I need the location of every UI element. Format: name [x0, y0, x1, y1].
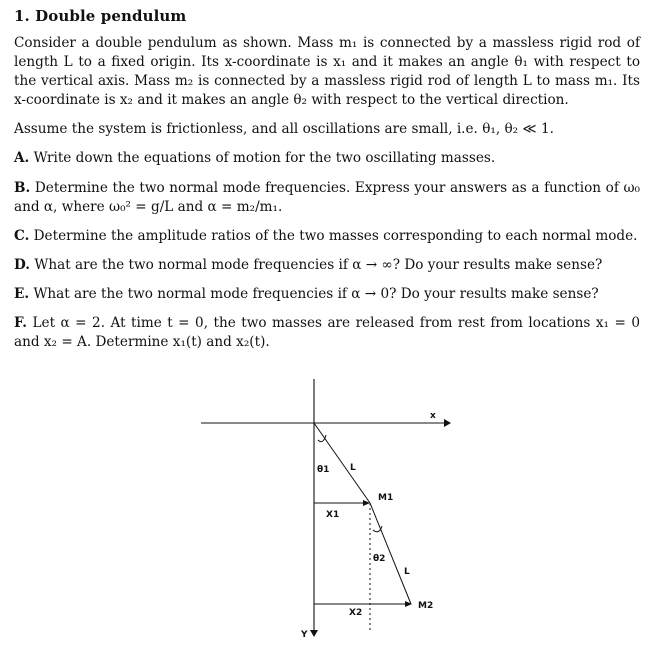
problem-title: 1. Double pendulum	[14, 7, 187, 25]
rod-1	[314, 423, 370, 503]
question-label: F.	[14, 315, 28, 331]
mass1-label: M1	[378, 493, 394, 503]
theta2-arc-icon	[373, 526, 382, 532]
question-text: Determine the two normal mode frequencies. Express your answers as a function of ω₀	[34, 180, 641, 196]
theta1-label: θ1	[317, 465, 330, 475]
question-label: B.	[14, 180, 31, 196]
question-label: A.	[14, 150, 30, 166]
y-axis-label: Y	[301, 630, 308, 640]
mass2-label: M2	[418, 601, 434, 611]
question-label: E.	[14, 286, 30, 302]
question-text: Let α = 2. At time t = 0, the two masses are released from rest from locations x₁ = 0	[32, 315, 640, 331]
rod1-length-label: L	[350, 463, 356, 473]
intro-line: Consider a double pendulum as shown. Mass m₁ is connected by a massless rigid rod of	[14, 35, 640, 51]
theta1-arc-icon	[318, 435, 326, 442]
theta2-label: θ2	[373, 554, 386, 564]
x1-label: X1	[326, 510, 340, 520]
question-text: What are the two normal mode frequencies if α → 0? Do your results make sense?	[33, 286, 599, 302]
assumption-text: Assume the system is frictionless, and all oscillations are small, i.e. θ₁, θ₂ ≪ 1.	[14, 121, 554, 137]
question-text: Determine the amplitude ratios of the two masses corresponding to each normal mode.	[33, 228, 638, 244]
rod2-length-label: L	[404, 567, 410, 577]
intro-line: the vertical axis. Mass m₂ is connected by a massless rigid rod of length L to mass m₁. Its	[14, 73, 640, 89]
x-axis-label: x	[430, 411, 436, 421]
intro-line: length L to a fixed origin. Its x-coordinate is x₁ and it makes an angle θ₁ with respect to	[14, 54, 640, 70]
question-text: Write down the equations of motion for the two oscillating masses.	[33, 150, 496, 166]
question-label: D.	[14, 257, 31, 273]
question-text: and x₂ = A. Determine x₁(t) and x₂(t).	[14, 334, 270, 350]
question-text: and α, where ω₀² = g/L and α = m₂/m₁.	[14, 199, 283, 215]
x-axis-arrow-icon	[444, 419, 451, 427]
y-axis-arrow-icon	[310, 630, 318, 637]
question-label: C.	[14, 228, 30, 244]
x2-label: X2	[349, 608, 363, 618]
intro-line: x-coordinate is x₂ and it makes an angle θ₂ with respect to the vertical direction.	[14, 92, 569, 108]
x2-arrow-icon	[405, 601, 412, 607]
question-text: What are the two normal mode frequencies if α → ∞? Do your results make sense?	[34, 257, 603, 273]
